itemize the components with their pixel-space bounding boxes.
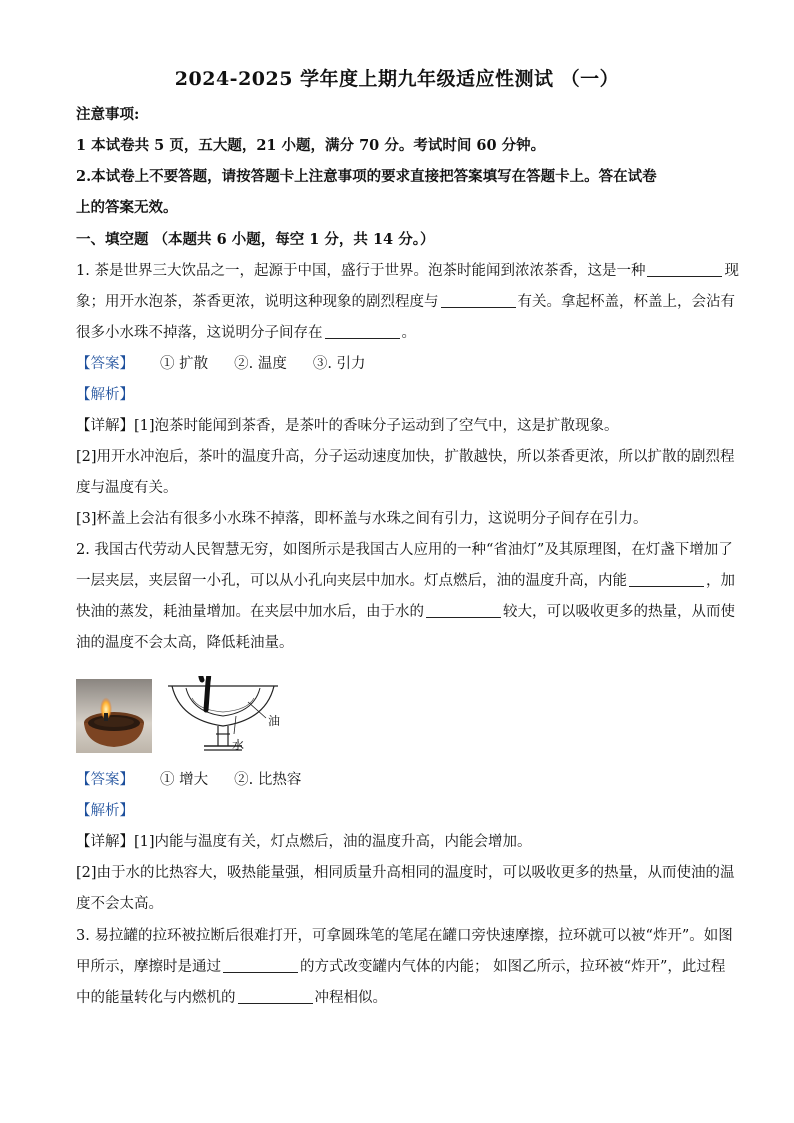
q2-detail-2b: 度不会太高。: [76, 896, 163, 912]
q1-line-1: [76, 261, 739, 281]
answer-blank: [647, 262, 722, 277]
q2-answer-1: ① 增大: [160, 772, 209, 788]
q1-answer-1: ① 扩散: [160, 356, 209, 372]
q2-text: ，加: [706, 573, 735, 589]
q2-detail-text: [1]内能与温度有关，灯点燃后，油的温度升高，内能会增加。: [134, 834, 532, 850]
answer-blank: [426, 603, 501, 618]
notice-item-2-line-1: 2.本试卷上不要答题，请按答题卡上注意事项的要求直接把答案填写在答题卡上。答在试卷: [76, 168, 657, 185]
q3-text: 甲所示，摩擦时是通过: [76, 959, 221, 975]
analysis-label: 【解析】: [76, 387, 134, 403]
q1-text: 象；用开水泡茶，茶香更浓，说明这种现象的剧烈程度与: [76, 294, 439, 310]
q1-text: 很多小水珠不掉落，这说明分子间存在: [76, 325, 323, 341]
q2-line-3: [76, 602, 735, 622]
detail-label: 【详解】: [76, 418, 134, 434]
q2-text: 快油的蒸发，耗油量增加。在夹层中加水后，由于水的: [76, 604, 424, 620]
q1-line-3: [76, 323, 726, 343]
answer-blank: [223, 958, 298, 973]
q2-text: 较大，可以吸收更多的热量，从而使: [503, 604, 735, 620]
q1-detail-text: [1]泡茶时能闻到茶香，是茶叶的香味分子运动到了空气中，这是扩散现象。: [134, 418, 619, 434]
q1-answer-2: ②. 温度: [234, 356, 287, 372]
q2-text: 一层夹层，夹层留一小孔，可以从小孔向夹层中加水。灯点燃后，油的温度升高，内能: [76, 573, 627, 589]
q1-text: 现: [724, 263, 739, 279]
q2-line-2: [76, 571, 735, 591]
q3-line-3: [76, 988, 726, 1008]
answer-blank: [325, 324, 400, 339]
q2-detail-1: [76, 832, 726, 852]
answer-label: 【答案】: [76, 772, 134, 788]
oil-label: 油: [268, 714, 281, 728]
q3-text: 的方式改变罐内气体的内能； 如图乙所示，拉环被“炸开”，此过程: [300, 959, 726, 975]
oil-lamp-photo: [76, 679, 152, 753]
q2-detail-2a: [2]由于水的比热容大，吸热能量强，相同质量升高相同的温度时，可以吸收更多的热量，从而使油的温: [76, 865, 735, 881]
page-title: 2024-2025 学年度上期九年级适应性测试 （一）: [174, 68, 620, 90]
q1-detail-1: [76, 416, 726, 436]
q3-line-2: [76, 957, 726, 977]
answer-blank: [629, 572, 704, 587]
water-label: 水: [232, 738, 245, 752]
q2-line-4: 油的温度不会太高，降低耗油量。: [76, 635, 294, 651]
analysis-label: 【解析】: [76, 803, 134, 819]
notice-heading: 注意事项:: [76, 106, 140, 123]
q3-text: 中的能量转化与内燃机的: [76, 990, 236, 1006]
oil-lamp-diagram: [166, 676, 306, 760]
detail-label: 【详解】: [76, 834, 134, 850]
q1-answer-line: [76, 354, 726, 374]
q1-detail-3: [3]杯盖上会沾有很多小水珠不掉落，即杯盖与水珠之间有引力，这说明分子间存在引力。: [76, 511, 648, 527]
q2-answer-line: [76, 770, 726, 790]
q1-answer-3: ③. 引力: [312, 356, 366, 372]
q1-text: 有关。拿起杯盖，杯盖上，会沾有: [517, 294, 735, 310]
q1-detail-2b: 度与温度有关。: [76, 480, 178, 496]
q1-detail-2a: [2]用开水冲泡后，茶叶的温度升高，分子运动速度加快，扩散越快，所以茶香更浓，所以扩散的剧烈程: [76, 449, 735, 465]
section-1-heading: 一、填空题 （本题共 6 小题，每空 1 分，共 14 分。）: [76, 231, 435, 248]
q1-line-2: [76, 292, 735, 312]
answer-blank: [238, 989, 313, 1004]
answer-label: 【答案】: [76, 356, 134, 372]
notice-item-1: 1 本试卷共 5 页，五大题，21 小题，满分 70 分。考试时间 60 分钟。: [76, 137, 546, 154]
notice-item-2-line-2: 上的答案无效。: [76, 199, 178, 216]
q2-answer-2: ②. 比热容: [234, 772, 302, 788]
q3-text: 冲程相似。: [314, 990, 387, 1006]
q2-line-1: 2. 我国古代劳动人民智慧无穷，如图所示是我国古人应用的一种“省油灯”及其原理图，在灯盏下增加了: [76, 542, 733, 558]
q1-text: 1. 茶是世界三大饮品之一，起源于中国，盛行于世界。泡茶时能闻到浓浓茶香，这是一种: [76, 263, 646, 279]
q1-text: 。: [401, 325, 416, 341]
q3-line-1: 3. 易拉罐的拉环被拉断后很难打开，可拿圆珠笔的笔尾在罐口旁快速摩擦，拉环就可以被“炸开”。如图: [76, 928, 733, 944]
answer-blank: [441, 293, 516, 308]
